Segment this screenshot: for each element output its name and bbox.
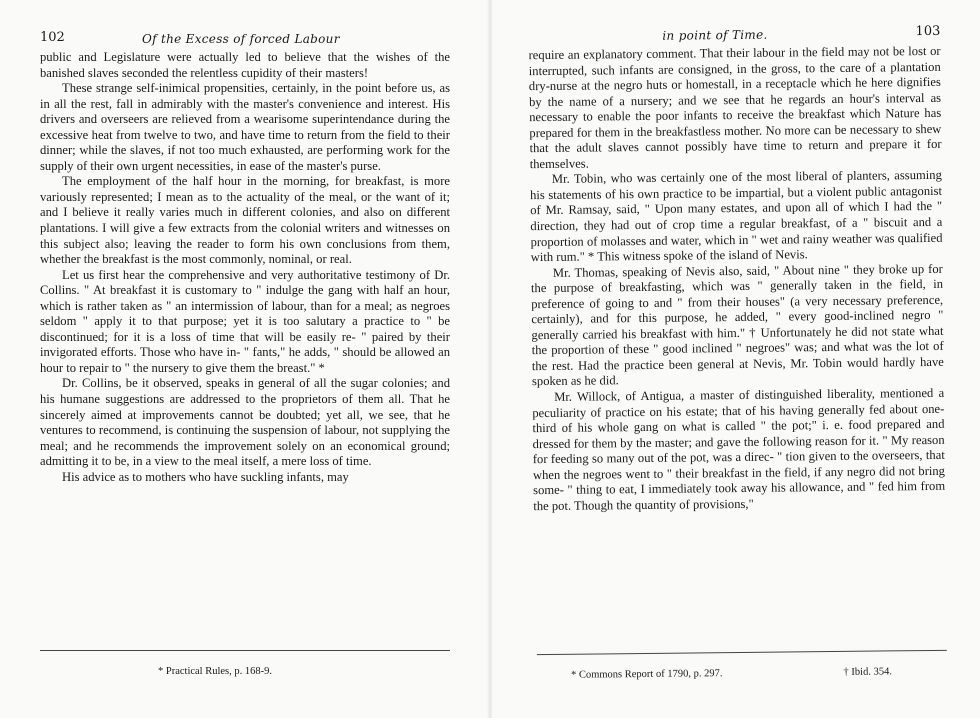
paragraph: Mr. Willock, of Antigua, a master of distinguished liberality, mentioned a peculiarity of practice on his estate; that of his having generally fed about one-third of his whole gang on what is called " the pot;" i. e. food prepared and dressed for them by the master; and gave the following reason for it. " My reason for feeding so many out of the pot, was a direc- " tion given to the overseers, that when the negroes went to " their breakfast in the field, if any negro did not bring some- " thing to eat, I immediately took away his allowance, and " fed him from the pot. Though the quantity of provisions," xyxy=(532,385,946,513)
paragraph: public and Legislature were actually led to believe that the wishes of the banished slaves seconded the relentless cupidity of their masters! xyxy=(40,50,450,80)
paragraph: Let us first hear the comprehensive and very authoritative testimony of Dr. Collins. " At breakfast it is customary to " indulge the gang with half an hour, which is rather taken as " an intermission of labour, than for a meal; as negroes seldom " apply it to that purpose; yet it is too salutary a practice to " be discontinued; for it is a loss of time that will be easily re- " paired by their invigorated efforts. Those who have in- " fants," he adds, " should be allowed an hour to repair to " the nursery to give them the breast." * xyxy=(40,267,450,375)
paragraph: The employment of the half hour in the morning, for breakfast, is more variously represented; I mean as to the actuality of the meal, or the want of it; and I believe it really varies much in different colonies, and also on different plantations. I will give a few extracts from the colonial writers and witnesses on this subject also; leaving the reader to form his own conclusions from them, whether the breakfast is the most commonly, nominal, or real. xyxy=(40,174,450,267)
left-page xyxy=(0,0,490,718)
left-page-number: 102 xyxy=(40,30,65,45)
footnote: * Practical Rules, p. 168-9. xyxy=(158,666,273,677)
paragraph: These strange self-inimical propensities, certainly, in the point before us, as in all the rest, fall in admirably with the master's convenience and interest. His drivers and overseers are relieved from a wearisome superintendance during the excessive heat from twelve to two, and have time to return from the field to their dinner; while the slaves, if not too much exhausted, are performing work for the supply of their own urgent necessities, in ease of the master's purse. xyxy=(40,81,450,173)
paragraph: Mr. Thomas, speaking of Nevis also, said, " About nine " they broke up for the purpose of breakfasting, which was " generally taken in the field, in preference of going to and " from their houses" (a very necessary preference, certainly), and for this purpose, he added, " every good-inclined negro " generally carried his breakfast with him." † Unfortunately he did not state what the proportion of these " good inclined " negroes" was; and what was the lot of the rest. Had the practice been general at Nevis, Mr. Tobin would hardly have spoken as he did. xyxy=(530,261,944,389)
paragraph: Dr. Collins, be it observed, speaks in general of all the sugar colonies; and his humane suggestions are addressed to the proprietors of them all. That he sincerely aimed at improvements cannot be doubted; yet all, we see, that he ventures to recommend, is continuing the suspension of labour, not supplying the meal; and he recommends the improvement solely on an economical ground; admitting it to be, in a view to the meal itself, a mere loss of time. xyxy=(40,376,450,469)
right-body-text xyxy=(528,44,945,515)
paragraph: His advice as to mothers who have suckling infants, may xyxy=(62,469,349,484)
left-running-title: Of the Excess of forced Labour xyxy=(142,32,340,46)
footnote: † Ibid. 354. xyxy=(843,666,892,678)
left-footnotes xyxy=(40,650,450,678)
right-footnotes xyxy=(537,650,947,682)
footnote: * Commons Report of 1790, p. 297. xyxy=(571,668,723,681)
left-body-text xyxy=(40,50,450,485)
right-running-title: in point of Time. xyxy=(662,27,768,43)
right-page xyxy=(490,0,980,721)
paragraph: Mr. Tobin, who was certainly one of the most liberal of planters, assuming his statements of his own practice to be impartial, but a violent public antagonist of Mr. Ramsay, said, " Upon many estates, and upon all of which I had the " direction, they had out of crop time a regular breakfast, of a " biscuit and a proportion of molasses and water, which in " wet and rainy weather was qualified with rum." * This witness spoke of the island of Nevis. xyxy=(529,168,943,265)
right-page-number: 103 xyxy=(915,23,941,40)
left-running-head xyxy=(40,30,450,50)
paragraph: require an explanatory comment. That their labour in the field may not be lost or interrupted, such infants are consigned, in the gross, to the care of a plantation dry-nurse at the negro huts or homestall, in a receptacle which he here dignifies by the name of a nursery; and we see that he regards an hour's interval as necessary to enable the poor infants to receive the breakfast which Nature has prepared for them in the breakfastless mother. No more can be necessary to shew that the adult slaves cannot possibly have time to return and prepare it for themselves. xyxy=(528,43,942,171)
